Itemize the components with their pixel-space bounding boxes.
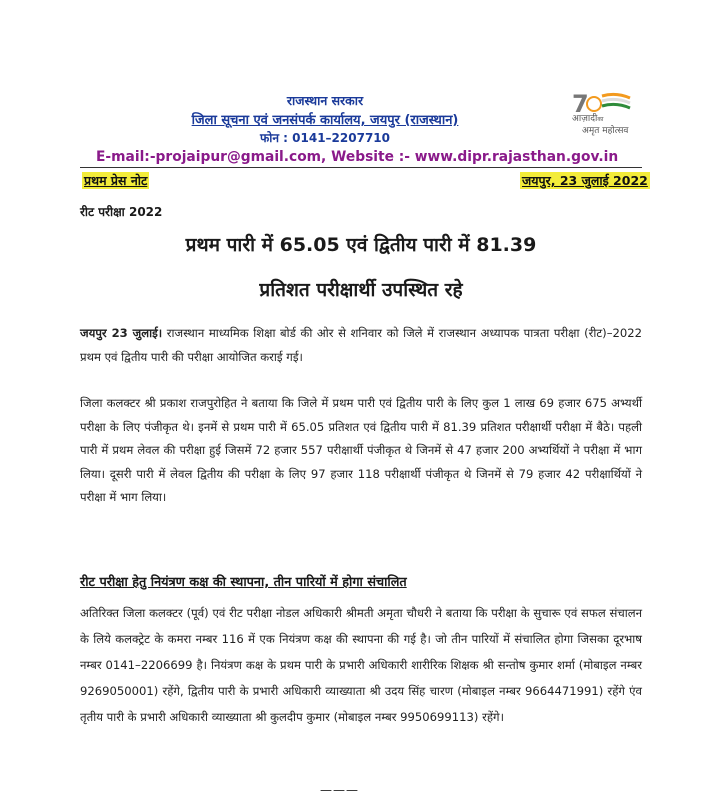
- press-note-label: प्रथम प्रेस नोट: [84, 173, 148, 188]
- paragraph-1: [80, 322, 642, 369]
- government-title: राजस्थान सरकार: [286, 93, 364, 108]
- press-note-date: जयपुर, 23 जुलाई 2022: [522, 173, 648, 188]
- logo-caption-line2: अमृत महोत्सव: [582, 126, 629, 136]
- subject-tag: रीट परीक्षा 2022: [80, 205, 163, 219]
- contact-email-website: E-mail:-projaipur@gmail.com, Website :- www.dipr.rajasthan.gov.in: [96, 149, 619, 165]
- paragraph-3: अतिरिक्त जिला कलक्टर (पूर्व) एवं रीट परीक्षा नोडल अधिकारी श्रीमती अमृता चौधरी ने बताया कि परीक्षा के सुचारू एवं सफल संचालन के लिये कलक्ट्रेट के कमरा नम्बर 116 में एक नियंत्रण कक्ष की स्थापना की गई है। जो तीन पारियों में संचालित होगा जिसका दूरभाष नम्बर 0141–2206699 है। नियंत्रण कक्ष के प्रथम पारी के प्रभारी अधिकारी शारीरिक शिक्षक श्री सन्तोष कुमार शर्मा (मोबाइल नम्बर 9269050001) रहेंगे, द्वितीय पारी के प्रभारी अधिकारी व्याख्याता श्री उदय सिंह चारण (मोबाइल नम्बर 9664471991) रहेंगे एंव तृतीय पारी के प्रभारी अधिकारी व्याख्याता श्री कुलदीप कुमार (मोबाइल नम्बर 9950699113) रहेंगे।: [80, 606, 642, 724]
- svg-text:7: 7: [572, 90, 589, 118]
- headline-line1: प्रथम पारी में 65.05 एवं द्वितीय पारी में 81.39: [185, 234, 537, 256]
- header-divider: [80, 167, 642, 168]
- paragraph-2: जिला कलक्टर श्री प्रकाश राजपुरोहित ने बताया कि जिले में प्रथम पारी एवं द्वितीय पारी के लिए कुल 1 लाख 69 हजार 675 अभ्यर्थी परीक्षा के लिए पंजीकृत थे। इनमें से प्रथम पारी में 65.05 प्रतिशत एवं द्वितीय पारी में 81.39 प्रतिशत परीक्षार्थी परीक्षा में बैठे। पहली पारी में प्रथम लेवल की परीक्षा हुई जिसमें 72 हजार 557 परीक्षार्थी पंजीकृत थे जिनमें से 47 हजार 200 अभ्यर्थियों ने परीक्षा में भाग लिया। दूसरी पारी में लेवल द्वितीय की परीक्षा के लिए 97 हजार 118 परीक्षार्थी पंजीकृत थे जिनमें से 79 हजार 42 परीक्षार्थियों ने परीक्षा में भाग लिया।: [80, 396, 642, 504]
- office-name: जिला सूचना एवं जनसंपर्क कार्यालय, जयपुर (राजस्थान): [191, 113, 459, 128]
- headline: [80, 223, 642, 313]
- section-heading: रीट परीक्षा हेतु नियंत्रण कक्ष की स्थापना, तीन पारियों में होगा संचालित: [80, 575, 407, 590]
- dateline: जयपुर 23 जुलाई।: [80, 326, 163, 340]
- logo-caption-line1: आज़ादीका: [572, 114, 604, 124]
- office-phone: फोन : 0141–2207710: [259, 131, 391, 145]
- end-mark: ———: [320, 783, 359, 797]
- paragraph-1-body: राजस्थान माध्यमिक शिक्षा बोर्ड की ओर से शनिवार को जिले में राजस्थान अध्यापक पात्रता परीक्षा (रीट)–2022 प्रथम एवं द्वितीय पारी की परीक्षा आयोजित कराई गई।: [80, 326, 642, 364]
- headline-line2: प्रतिशत परीक्षार्थी उपस्थित रहे: [259, 279, 463, 301]
